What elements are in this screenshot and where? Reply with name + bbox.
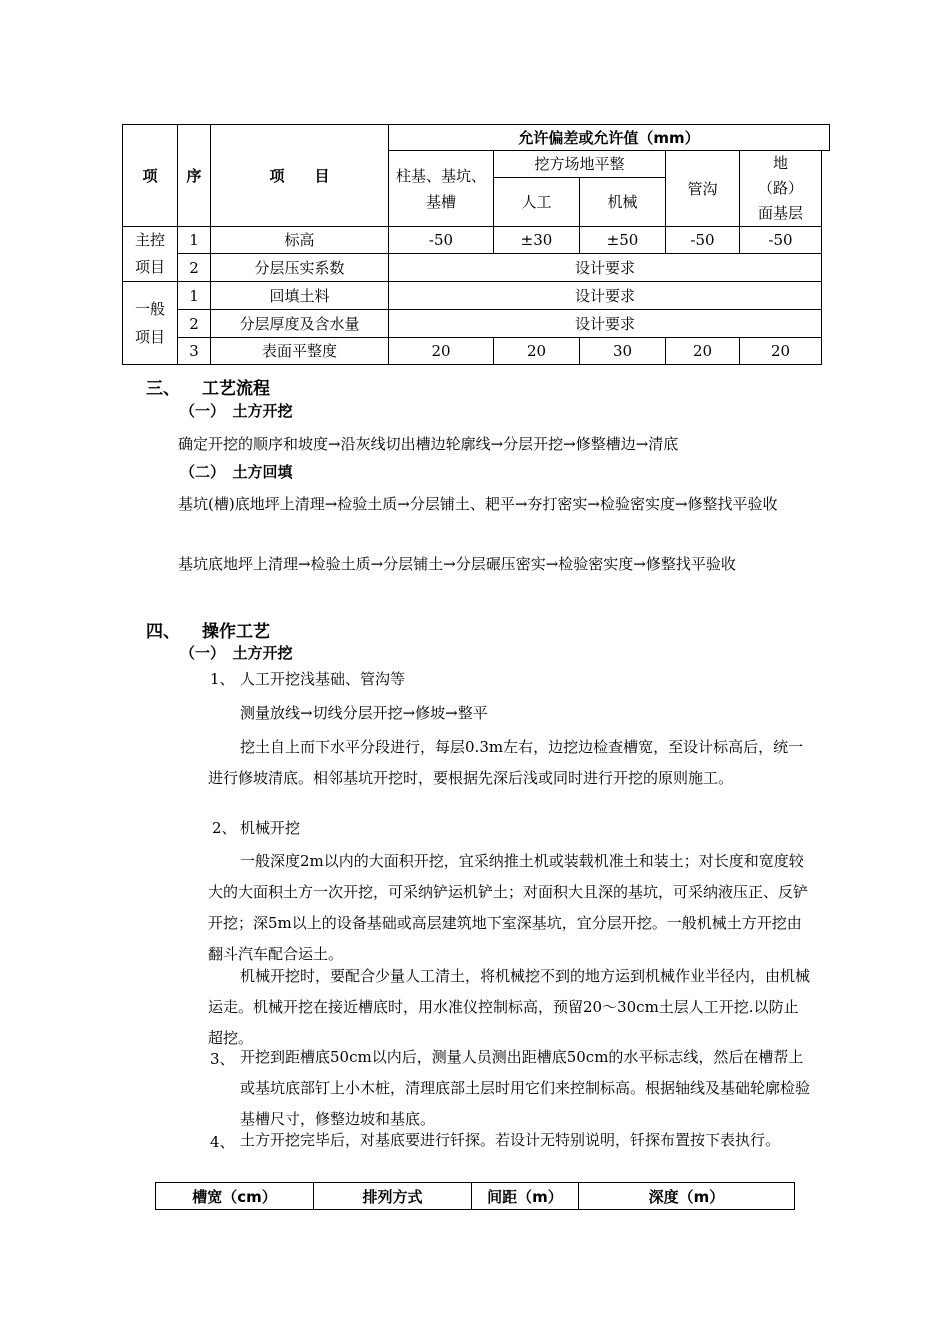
item2-title: 机械开挖 [240, 819, 301, 837]
table-cell: 20 [740, 338, 822, 365]
col-seq-header: 序 [178, 125, 211, 227]
item1-num: 1、 [210, 670, 235, 688]
item1-flow: 测量放线→切线分层开挖→修坡→整平 [240, 704, 488, 722]
group-general [123, 282, 178, 365]
sec3-num: 三、 [146, 379, 180, 399]
col-machine: 机械 [580, 177, 666, 226]
item2-num: 2、 [212, 819, 237, 837]
table-cell: 2 [178, 310, 211, 338]
table-cell: ±30 [494, 227, 580, 254]
item3-text: 开挖到距槽底50cm以内后，测量人员测出距槽底50cm的水平标志线，然后在槽帮上或基坑底部钉上小木桩，清理底部土层时用它们来控制标高。根据轴线及基础轮廓检验基槽尺寸，修整边坡和基底。 [240, 1048, 811, 1128]
sec4-num: 四、 [146, 622, 180, 642]
col-road-line1: 地 [772, 154, 788, 172]
table-cell: 30 [580, 338, 666, 365]
sec3-title: 工艺流程 [202, 379, 270, 399]
sec3-sub2-text1: 基坑(槽)底地坪上清理→检验土质→分层铺土、耙平→夯打密实→检验密实度→修整找平验收 [178, 495, 778, 513]
col-ditch: 管沟 [666, 151, 740, 227]
col-site: 挖方场地平整 [494, 151, 666, 178]
table-cell: 设计要求 [389, 282, 822, 310]
item2-text2: 机械开挖时，要配合少量人工清土，将机械挖不到的地方运到机械作业半径内，由机械运走。机械开挖在接近槽底时，用水准仪控制标高，预留20～30cm土层人工开挖.以防止超挖。 [208, 967, 811, 1047]
col-manual: 人工 [494, 177, 580, 226]
sec4-sub1: （一） 土方开挖 [180, 644, 293, 662]
probe-table [155, 1182, 795, 1210]
table-gap [822, 151, 830, 365]
item4-num: 4、 [210, 1133, 235, 1151]
sec4-title: 操作工艺 [202, 622, 270, 642]
table-cell: 设计要求 [389, 310, 822, 338]
sec3-sub2: （二） 土方回填 [180, 463, 293, 481]
tolerance-table [122, 124, 830, 365]
allowed-header: 允许偏差或允许值（mm） [389, 125, 830, 151]
col-pile: 柱基、基坑、基槽 [389, 151, 494, 227]
item3-num: 3、 [210, 1050, 235, 1068]
sec3-sub2-text2: 基坑底地坪上清理→检验土质→分层铺土→分层碾压密实→检验密实度→修整找平验收 [178, 555, 736, 573]
sec3-sub1: （一） 土方开挖 [180, 402, 293, 420]
group-general-line1: 一般 [134, 300, 165, 318]
item1-title: 人工开挖浅基础、管沟等 [240, 670, 406, 688]
col-road-line3: 面基层 [757, 204, 803, 222]
table-cell: 设计要求 [389, 254, 822, 282]
col-project-header: 项 目 [211, 125, 389, 227]
probe-col-width: 槽宽（cm） [156, 1183, 314, 1210]
item2-text1: 一般深度2m以内的大面积开挖，宜采纳推土机或装载机准土和装土；对长度和宽度较大的大面积土方一次开挖，可采纳铲运机铲土；对面积大且深的基坑，可采纳液压正、反铲开挖；深5m以上的设备基础或高层建筑地下室深基坑，宜分层开挖。一般机械土方开挖由翻斗汽车配合运土。 [208, 852, 809, 963]
table-cell: 1 [178, 227, 211, 254]
table-cell: 表面平整度 [211, 338, 389, 365]
table-cell: 标高 [211, 227, 389, 254]
table-cell: -50 [666, 227, 740, 254]
group-general-line2: 项目 [134, 328, 165, 346]
group-main-line1: 主控 [134, 231, 165, 249]
sec3-sub1-text: 确定开挖的顺序和坡度→沿灰线切出槽边轮廓线→分层开挖→修整槽边→清底 [178, 435, 679, 453]
table-cell: 20 [494, 338, 580, 365]
item1-text: 挖土自上而下水平分段进行，每层0.3m左右，边挖边检查槽宽，至设计标高后，统一进行修坡清底。相邻基坑开挖时，要根据先深后浅或同时进行开挖的原则施工。 [208, 738, 804, 787]
table-cell: 分层厚度及含水量 [211, 310, 389, 338]
table-cell: -50 [389, 227, 494, 254]
group-main-line2: 项目 [134, 258, 165, 276]
table-cell: 3 [178, 338, 211, 365]
group-main [123, 227, 178, 282]
table-cell: 20 [666, 338, 740, 365]
table-cell: -50 [740, 227, 822, 254]
col-road [740, 151, 822, 227]
probe-col-depth: 深度（m） [579, 1183, 795, 1210]
table-cell: 分层压实系数 [211, 254, 389, 282]
probe-col-arrangement: 排列方式 [314, 1183, 472, 1210]
col-road-line2: （路） [757, 179, 803, 197]
table-cell: 回填土料 [211, 282, 389, 310]
table-cell: 20 [389, 338, 494, 365]
item4-text: 土方开挖完毕后，对基底要进行钎探。若设计无特别说明，钎探布置按下表执行。 [240, 1131, 781, 1149]
probe-col-spacing: 间距（m） [472, 1183, 579, 1210]
table-cell: ±50 [580, 227, 666, 254]
table-cell: 1 [178, 282, 211, 310]
col-item-header: 项 [123, 125, 178, 227]
table-cell: 2 [178, 254, 211, 282]
